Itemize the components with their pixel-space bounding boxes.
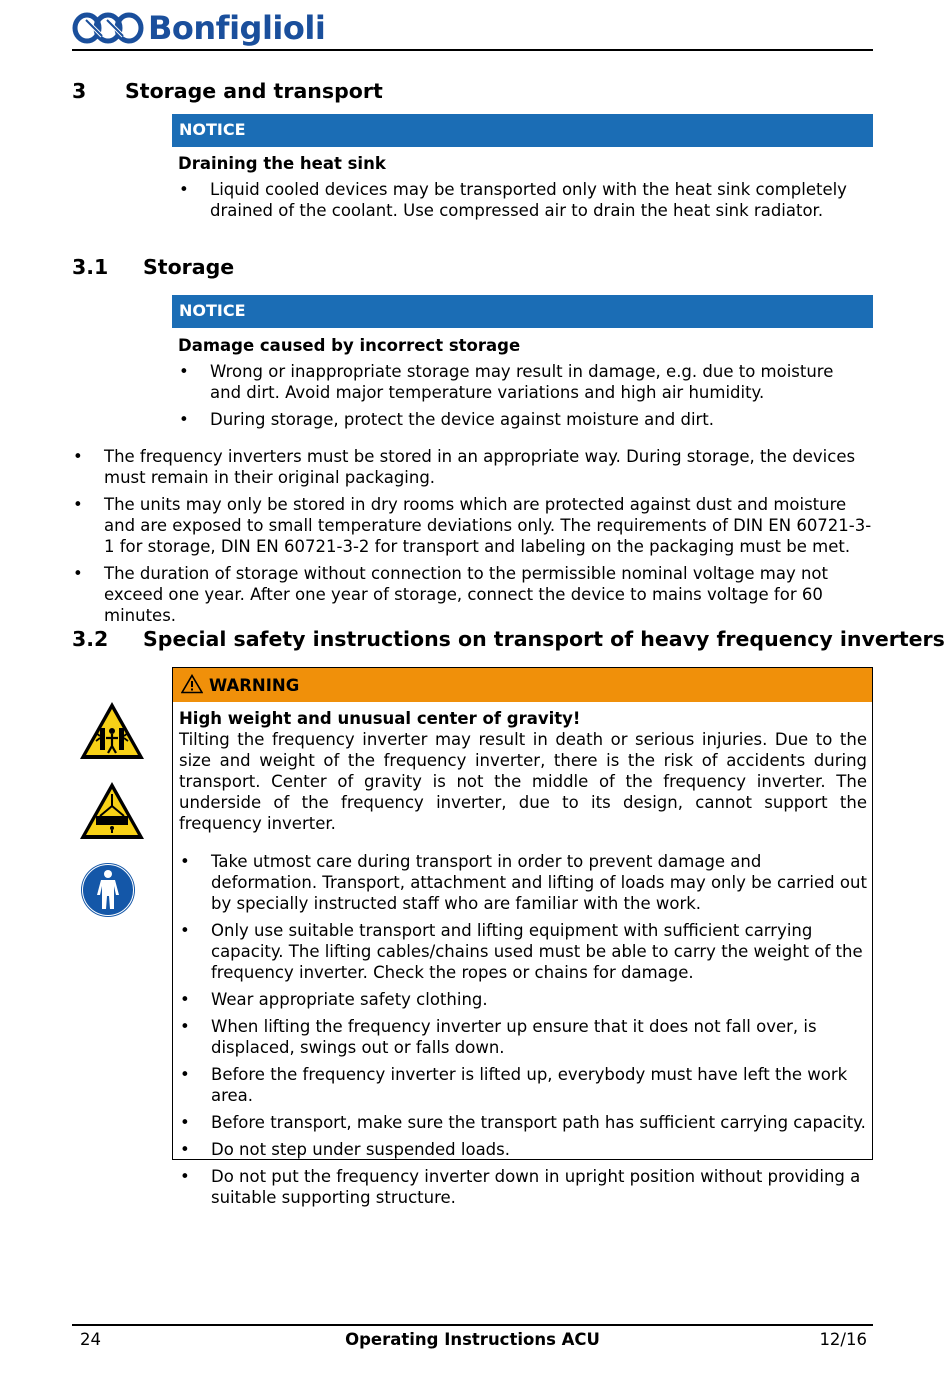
section-number: 3.1	[72, 255, 109, 279]
list-item: • The duration of storage without connection to the permissible nominal voltage may not exceed one year. After one year of storage, connect the device to mains voltage for 60 minutes.	[72, 563, 872, 626]
list-item: • Before the frequency inverter is lifted up, everybody must have left the work area.	[179, 1064, 867, 1106]
list-item: • When lifting the frequency inverter up ensure that it does not fall over, is displaced, swings out or falls down.	[179, 1016, 867, 1058]
document-title: Operating Instructions ACU	[345, 1330, 600, 1349]
bonfiglioli-logo-icon	[72, 10, 144, 46]
warning-bar	[173, 668, 872, 702]
page-header	[72, 8, 873, 51]
notice-list	[178, 179, 868, 221]
warning-text: Tilting the frequency inverter may result in death or serious injuries. Due to the size and weight of the frequency inverter, there is the risk of accidents during transport. Center of gravity is not the middle of the frequency inverter. The underside of the frequency inverter, due to its design, cannot support the frequency inverter.	[179, 730, 867, 833]
notice-content	[178, 153, 868, 227]
list-item: • The units may only be stored in dry rooms which are protected against dust and moisture and are exposed to small temperature deviations only. The requirements of DIN EN 60721-3-1 for storage, DIN EN 60721-3-2 for transport and labeling on the packaging must be met.	[72, 494, 872, 557]
section-number: 3	[72, 79, 87, 103]
protective-clothing-icon	[80, 862, 136, 918]
page-footer	[72, 1324, 873, 1356]
warning-content	[179, 708, 867, 1214]
notice-content	[178, 335, 868, 436]
list-item: • Before transport, make sure the transport path has sufficient carrying capacity.	[179, 1112, 867, 1133]
notice-heading: Draining the heat sink	[178, 154, 386, 173]
page-number: 24	[80, 1330, 101, 1349]
notice-bar	[172, 295, 873, 328]
warning-label: WARNING	[209, 676, 300, 695]
storage-list	[72, 446, 872, 632]
list-item: • Liquid cooled devices may be transported only with the heat sink completely drained of the coolant. Use compressed air to drain the heat sink radiator.	[178, 179, 868, 221]
list-item: • Wear appropriate safety clothing.	[179, 989, 867, 1010]
document-date: 12/16	[819, 1330, 867, 1349]
list-item: • Do not put the frequency inverter down in upright position without providing a suitable supporting structure.	[179, 1166, 867, 1208]
warning-triangle-icon	[181, 674, 203, 694]
list-item: • Do not step under suspended loads.	[179, 1139, 867, 1160]
warning-box	[172, 667, 873, 1207]
section-title: Special safety instructions on transport of heavy frequency inverters	[143, 627, 945, 651]
notice-bar	[172, 114, 873, 147]
crush-hazard-icon	[78, 700, 146, 762]
notice-heading: Damage caused by incorrect storage	[178, 336, 521, 355]
notice-list	[178, 361, 868, 430]
brand-name: Bonfiglioli	[148, 9, 326, 47]
brand-logo	[72, 10, 325, 46]
list-item: • Take utmost care during transport in order to prevent damage and deformation. Transport, attachment and lifting of loads may only be carried out by specially instructed staff who are familiar with the work.	[179, 851, 867, 914]
section-title: Storage and transport	[125, 79, 383, 103]
notice-label: NOTICE	[179, 301, 246, 320]
notice-label: NOTICE	[179, 120, 246, 139]
list-item: • Wrong or inappropriate storage may result in damage, e.g. due to moisture and dirt. Avoid major temperature variations and high air humidity.	[178, 361, 868, 403]
list-item: • Only use suitable transport and lifting equipment with sufficient carrying capacity. The lifting cables/chains used must be able to carry the weight of the frequency inverter. Check the ropes or chains for damage.	[179, 920, 867, 983]
suspended-load-icon	[78, 780, 146, 842]
warning-heading: High weight and unusual center of gravity!	[179, 709, 581, 728]
warning-list	[179, 851, 867, 1208]
list-item: • During storage, protect the device against moisture and dirt.	[178, 409, 868, 430]
list-item: • The frequency inverters must be stored in an appropriate way. During storage, the devices must remain in their original packaging.	[72, 446, 872, 488]
section-number: 3.2	[72, 627, 109, 651]
section-title: Storage	[143, 255, 235, 279]
